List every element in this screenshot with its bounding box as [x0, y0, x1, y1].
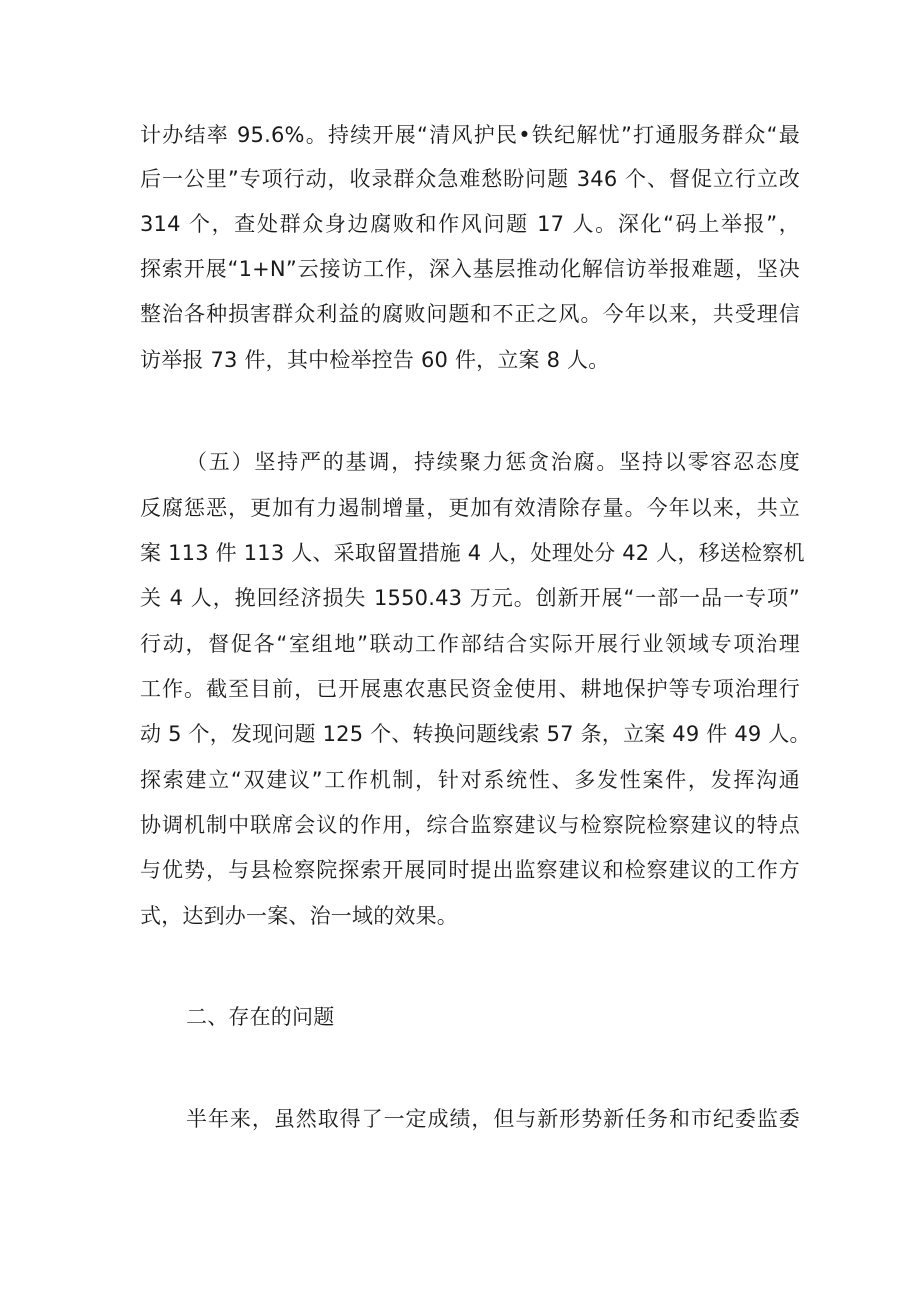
- paragraph-2-line-11: 式，达到办一案、治一域的效果。: [140, 904, 458, 928]
- paragraph-2-line-8: 探索建立“双建议”工作机制，针对系统性、多发性案件，发挥沟通: [140, 768, 800, 792]
- paragraph-2-line-4: 关 4 人，挽回经济损失 1550.43 万元。创新开展“一部一品一专项”: [140, 586, 800, 610]
- paragraph-2-line-3: 案 113 件 113 人、采取留置措施 4 人，处理处分 42 人，移送检察机: [140, 541, 805, 565]
- paragraph-2-line-7: 动 5 个，发现问题 125 个、转换问题线索 57 条，立案 49 件 49 人。: [140, 722, 811, 746]
- paragraph-2-line-2: 反腐惩恶，更加有力遏制增量，更加有效清除存量。今年以来，共立: [140, 496, 800, 520]
- paragraph-1-line-2: 后一公里”专项行动，收录群众急难愁盼问题 346 个、督促立行立改: [140, 167, 800, 191]
- paragraph-2-line-5: 行动，督促各“室组地”联动工作部结合实际开展行业领域专项治理: [140, 632, 800, 656]
- paragraph-1-line-4: 探索开展“1+N”云接访工作，深入基层推动化解信访举报难题，坚决: [140, 257, 800, 281]
- paragraph-1-line-3: 314 个，查处群众身边腐败和作风问题 17 人。深化“码上举报”，: [140, 212, 800, 236]
- paragraph-1-line-5: 整治各种损害群众利益的腐败问题和不正之风。今年以来，共受理信: [140, 302, 800, 326]
- paragraph-1-line-6: 访举报 73 件，其中检举控告 60 件，立案 8 人。: [140, 348, 610, 372]
- paragraph-2-line-6: 工作。截至目前，已开展惠农惠民资金使用、耕地保护等专项治理行: [140, 677, 800, 701]
- section-heading: 二、存在的问题: [186, 1005, 335, 1029]
- paragraph-3-line-1: 半年来，虽然取得了一定成绩，但与新形势新任务和市纪委监委: [186, 1107, 800, 1131]
- paragraph-2-line-10: 与优势，与县检察院探索开展同时提出监察建议和检察建议的工作方: [140, 858, 800, 882]
- paragraph-2-line-9: 协调机制中联席会议的作用，综合监察建议与检察院检察建议的特点: [140, 813, 800, 837]
- paragraph-1-line-1: 计办结率 95.6%。持续开展“清风护民•铁纪解忧”打通服务群众“最: [140, 123, 800, 147]
- paragraph-2-line-1: （五）坚持严的基调，持续聚力惩贪治腐。坚持以零容忍态度: [186, 450, 800, 474]
